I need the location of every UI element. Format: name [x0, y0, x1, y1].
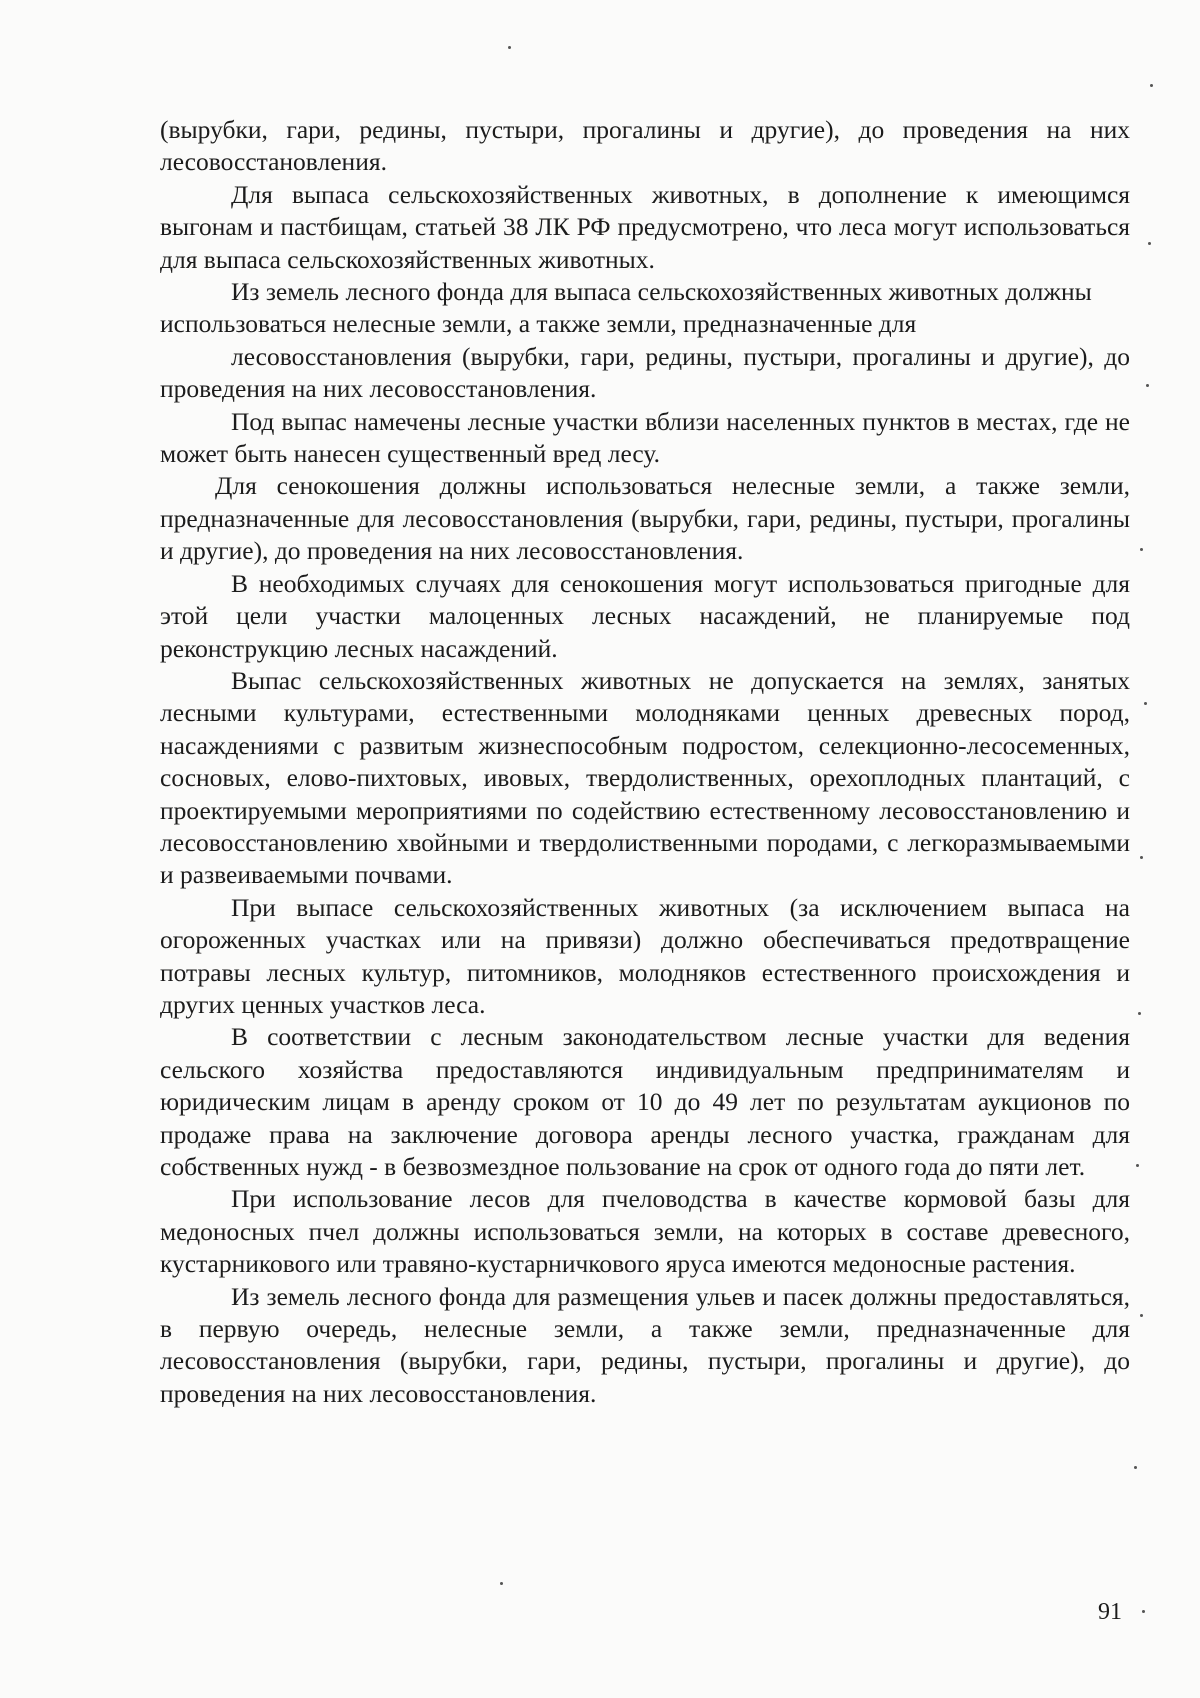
scan-speck — [1142, 1610, 1145, 1613]
paragraph-7: В необходимых случаях для сенокошения могут использоваться пригодные для этой цели участки малоценных лесных насаждений, не планируемые под реконструкцию лесных насаждений. — [160, 568, 1130, 663]
scan-speck — [500, 1582, 503, 1585]
scan-speck — [1138, 1012, 1141, 1015]
paragraph-2: Для выпаса сельскохозяйственных животных, в дополнение к имеющимся выгонам и пастбищам, статьей 38 ЛК РФ предусмотрено, что леса могут использоваться для выпаса сельскохозяйственных животных. — [160, 179, 1130, 274]
scan-speck — [1136, 1164, 1139, 1167]
scan-speck — [1140, 856, 1143, 859]
paragraph-9: При выпасе сельскохозяйственных животных (за исключением выпаса на огороженных участках или на привязи) должно обеспечиваться предотвращение потравы лесных культур, питомников, молодняков естественного происхождения и других ценных участков леса. — [160, 892, 1130, 1019]
scan-speck — [1140, 548, 1143, 551]
scan-speck — [1144, 702, 1147, 705]
scan-speck — [508, 46, 511, 49]
paragraph-10: В соответствии с лесным законодательством лесные участки для ведения сельского хозяйства предоставляются индивидуальным предпринимателям и юридическим лицам в аренду сроком от 10 до 49 лет по результатам аукционов по продаже права на заключение договора аренды лесного участка, гражданам для собственных нужд - в безвозмездное пользование на срок от одного года до пяти лет. — [160, 1022, 1130, 1181]
scan-speck — [1148, 242, 1151, 245]
paragraph-11: При использование лесов для пчеловодства в качестве кормовой базы для медоносных пчел должны использоваться земли, на которых в составе древесного, кустарникового или травяно-кустарничкового яруса имеются медоносные растения. — [160, 1184, 1130, 1279]
paragraph-6: Для сенокошения должны использоваться нелесные земли, а также земли, предназначенные для лесовосстановления (вырубки, гари, редины, пустыри, прогалины и другие), до проведения на них лесовосстановления. — [160, 471, 1130, 566]
scan-speck — [1150, 84, 1153, 87]
page-number: 91 — [1098, 1599, 1122, 1625]
paragraph-1: (вырубки, гари, редины, пустыри, прогалины и другие), до проведения на них лесовосстановления. — [160, 115, 1130, 177]
paragraph-12: Из земель лесного фонда для размещения ульев и пасек должны предоставляться, в первую очередь, нелесные земли, а также земли, предназначенные для лесовосстановления (вырубки, гари, редины, пустыри, прогалины и другие), до проведения на них лесовосстановления. — [160, 1281, 1130, 1408]
paragraph-5: Под выпас намечены лесные участки вблизи населенных пунктов в местах, где не может быть нанесен существенный вред лесу. — [160, 406, 1130, 469]
document-body — [160, 114, 1130, 1410]
scan-speck — [1146, 384, 1149, 387]
paragraph-4: лесовосстановления (вырубки, гари, редины, пустыри, прогалины и другие), до проведения на них лесовосстановления. — [160, 341, 1130, 404]
paragraph-8: Выпас сельскохозяйственных животных не допускается на землях, занятых лесными культурами, естественными молодняками ценных древесных пород, насаждениями с развитым жизнеспособным подростом, селекционно-лесосеменных, сосновых, елово-пихтовых, ивовых, твердолиственных, орехоплодных плантаций, с проектируемыми мероприятиями по содействию естественному лесовосстановлению и лесовосстановлению хвойными и твердолиственными породами, с легкоразмываемыми и развеиваемыми почвами. — [160, 665, 1130, 890]
scan-speck — [1134, 1466, 1137, 1469]
paragraph-3: Из земель лесного фонда для выпаса сельскохозяйственных животных должны использоваться нелесные земли, а также земли, предназначенные для — [160, 277, 1092, 339]
scan-speck — [1140, 1314, 1143, 1317]
